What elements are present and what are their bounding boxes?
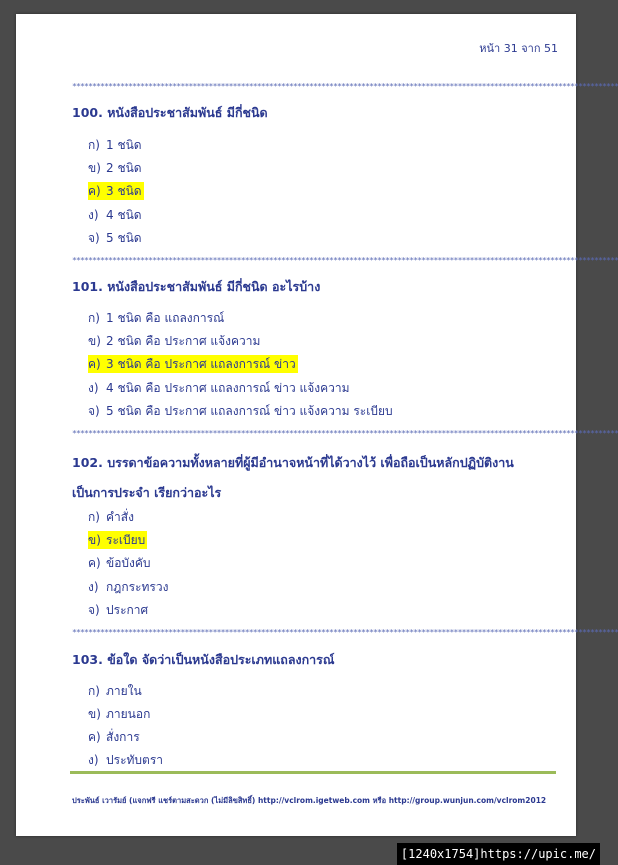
option-letter: ก): [88, 684, 100, 698]
q103-option-c: [88, 728, 140, 746]
option-text: ภายใน: [106, 684, 142, 698]
question-102-title: 102. บรรดาข้อความทั้งหลายที่ผู้มีอำนาจหน้าที่ได้วางไว้ เพื่อถือเป็นหลักปฏิบัติงาน เป็นการประจำ เรียกว่าอะไร: [72, 455, 514, 500]
option-letter: ง): [88, 381, 99, 395]
option-text: ระเบียบ: [106, 533, 146, 547]
option-letter: ค): [88, 730, 101, 744]
option-letter: ข): [88, 533, 101, 547]
option-text: ข้อบังคับ: [106, 556, 151, 570]
q100-option-c-answer: [88, 182, 144, 200]
option-text: กฎกระทรวง: [106, 580, 169, 594]
option-letter: ง): [88, 580, 99, 594]
q101-option-b: [88, 332, 260, 350]
option-text: ประทับตรา: [106, 753, 164, 767]
q100-option-a: [88, 136, 142, 154]
page-number: หน้า 31 จาก 51: [479, 42, 558, 55]
q102-option-a: [88, 508, 134, 526]
option-text: คำสั่ง: [106, 510, 134, 524]
option-text: ประกาศ: [106, 603, 149, 617]
question-103-title: 103. ข้อใด จัดว่าเป็นหนังสือประเภทแถลงการณ์: [72, 652, 335, 667]
q102-option-e: [88, 601, 148, 619]
q103-option-d: [88, 751, 163, 769]
q102-option-b-answer: [88, 531, 147, 549]
q100-option-d: [88, 206, 142, 224]
separator-2: ****************************************************************************************************************************************: [72, 256, 618, 265]
question-100-title: 100. หนังสือประชาสัมพันธ์ มีกี่ชนิด: [72, 105, 268, 120]
q101-option-d: [88, 379, 350, 397]
option-letter: ก): [88, 138, 100, 152]
q100-option-e: [88, 229, 142, 247]
option-text: สั่งการ: [106, 730, 140, 744]
option-letter: ง): [88, 753, 99, 767]
option-text: 2 ชนิด คือ ประกาศ แจ้งความ: [106, 334, 261, 348]
option-text: 1 ชนิด คือ แถลงการณ์: [106, 311, 225, 325]
option-text: 4 ชนิด: [106, 208, 142, 222]
footer-rule: [70, 771, 556, 774]
q103-option-a: [88, 682, 142, 700]
q101-option-a: [88, 309, 224, 327]
q101-option-c-answer: [88, 355, 298, 373]
q100-option-b: [88, 159, 142, 177]
option-text: 1 ชนิด: [106, 138, 142, 152]
option-letter: ข): [88, 334, 101, 348]
separator-3: ****************************************************************************************************************************************: [72, 429, 618, 438]
option-text: 5 ชนิด: [106, 231, 142, 245]
option-letter: จ): [88, 603, 100, 617]
separator-4: ****************************************************************************************************************************************: [72, 628, 618, 637]
q103-option-b: [88, 705, 150, 723]
question-101-title: 101. หนังสือประชาสัมพันธ์ มีกี่ชนิด อะไรบ้าง: [72, 279, 321, 294]
option-text: ภายนอก: [106, 707, 151, 721]
option-letter: ข): [88, 707, 101, 721]
q102-option-c: [88, 554, 151, 572]
footer-credit: ประพันธ์ เวารัมย์ (แจกฟรี แชร์ตามสะดวก (ไม่มีลิขสิทธิ์) http://vclrom.igetweb.com หรือ http://group.wunjun.com/vclrom2012: [72, 796, 547, 805]
option-letter: ก): [88, 311, 100, 325]
option-letter: ค): [88, 357, 101, 371]
separator-1: ****************************************************************************************************************************************: [72, 82, 618, 91]
option-letter: ข): [88, 161, 101, 175]
option-letter: จ): [88, 404, 100, 418]
option-letter: ค): [88, 556, 101, 570]
option-letter: จ): [88, 231, 100, 245]
option-text: 5 ชนิด คือ ประกาศ แถลงการณ์ ข่าว แจ้งความ ระเบียบ: [106, 404, 393, 418]
option-text: 2 ชนิด: [106, 161, 142, 175]
q102-option-d: [88, 578, 168, 596]
option-text: 3 ชนิด: [106, 184, 142, 198]
q101-option-e: [88, 402, 393, 420]
image-host-watermark: [1240x1754]https://upic.me/: [397, 843, 600, 865]
option-letter: ก): [88, 510, 100, 524]
option-letter: ค): [88, 184, 101, 198]
option-text: 4 ชนิด คือ ประกาศ แถลงการณ์ ข่าว แจ้งความ: [106, 381, 350, 395]
option-letter: ง): [88, 208, 99, 222]
option-text: 3 ชนิด คือ ประกาศ แถลงการณ์ ข่าว: [106, 357, 296, 371]
